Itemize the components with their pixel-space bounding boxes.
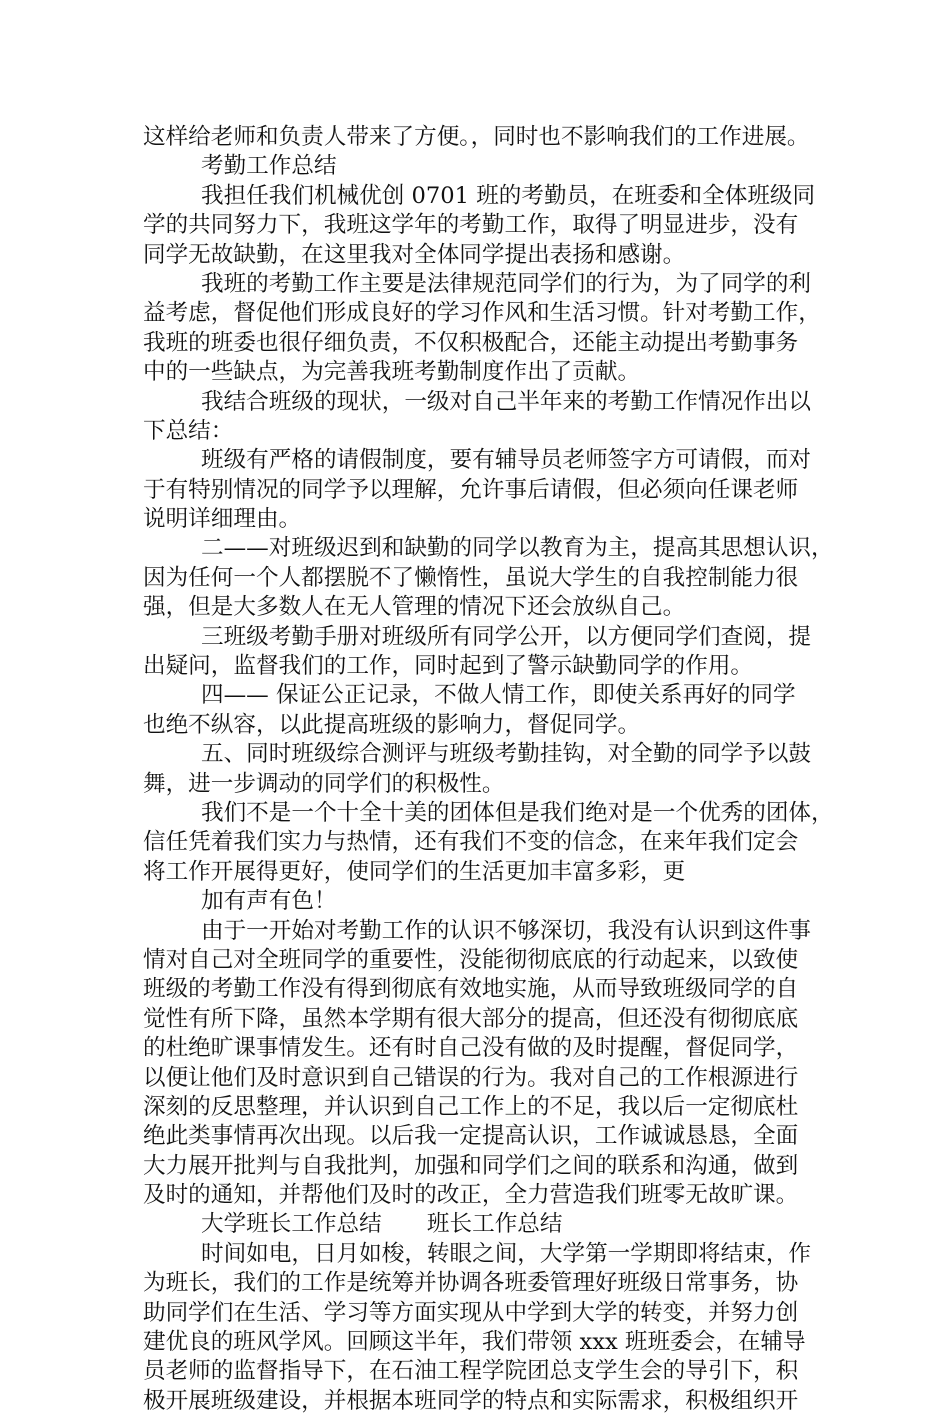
- text-line: 也绝不纵容，以此提高班级的影响力，督促同学。: [143, 711, 641, 738]
- text-line: 班级有严格的请假制度，要有辅导员老师签字方可请假，而对: [201, 447, 812, 474]
- text-line: 班级的考勤工作没有得到彻底有效地实施，从而导致班级同学的自: [143, 976, 799, 1003]
- text-line: 绝此类事情再次出现。以后我一定提高认识，工作诚诚恳恳，全面: [143, 1123, 799, 1150]
- text-line: 四—— 保证公正记录，不做人情工作，即使关系再好的同学: [201, 682, 796, 709]
- text-line: 学的共同努力下，我班这学年的考勤工作，取得了明显进步，没有: [143, 212, 799, 239]
- text-line: 于有特别情况的同学予以理解，允许事后请假，但必须向任课老师: [143, 476, 799, 503]
- text-line: 信任凭着我们实力与热情，还有我们不变的信念，在来年我们定会: [143, 829, 799, 856]
- text-line: 这样给老师和负责人带来了方便。，同时也不影响我们的工作进展。: [143, 124, 810, 150]
- text-line: 加有声有色！: [201, 888, 337, 915]
- text-line: 建优良的班风学风。回顾这半年，我们带领 xxx 班班委会，在辅导: [143, 1329, 806, 1356]
- text-line: 及时的通知，并帮他们及时的改正，全力营造我们班零无故旷课。: [143, 1182, 799, 1209]
- text-line: 考勤工作总结: [201, 153, 337, 180]
- text-line: 下总结：: [143, 417, 234, 444]
- text-line: 五、同时班级综合测评与班级考勤挂钩，对全勤的同学予以鼓: [201, 741, 812, 768]
- text-line: 同学无故缺勤，在这里我对全体同学提出表扬和感谢。: [143, 241, 686, 268]
- text-line: 时间如电，日月如梭，转眼之间，大学第一学期即将结束，作: [201, 1240, 812, 1267]
- text-line: 我结合班级的现状，一级对自己半年来的考勤工作情况作出以: [201, 388, 812, 415]
- text-line: 我们不是一个十全十美的团体但是我们绝对是一个优秀的团体，: [201, 799, 834, 826]
- text-line: 三班级考勤手册对班级所有同学公开，以方便同学们查阅，提: [201, 623, 812, 650]
- text-line: 我班的班委也很仔细负责，不仅积极配合，还能主动提出考勤事务: [143, 329, 799, 356]
- text-line: 将工作开展得更好，使同学们的生活更加丰富多彩，更: [143, 858, 686, 885]
- text-line: 为班长，我们的工作是统筹并协调各班委管理好班级日常事务，协: [143, 1270, 799, 1297]
- text-line: 觉性有所下降，虽然本学期有很大部分的提高，但还没有彻彻底底: [143, 1005, 799, 1032]
- text-line: 员老师的监督指导下，在石油工程学院团总支学生会的导引下，积: [143, 1358, 799, 1385]
- text-line: 大学班长工作总结 班长工作总结: [201, 1211, 563, 1238]
- text-line: 极开展班级建设，并根据本班同学的特点和实际需求，积极组织开: [143, 1387, 799, 1414]
- text-line: 强，但是大多数人在无人管理的情况下还会放纵自己。: [143, 594, 686, 621]
- text-line: 我班的考勤工作主要是法律规范同学们的行为，为了同学的利: [201, 270, 812, 297]
- text-line: 中的一些缺点，为完善我班考勤制度作出了贡献。: [143, 359, 641, 386]
- text-line: 因为任何一个人都摆脱不了懒惰性，虽说大学生的自我控制能力很: [143, 564, 799, 591]
- text-line: 益考虑，督促他们形成良好的学习作风和生活习惯。针对考勤工作，: [143, 300, 821, 327]
- text-line: 出疑问，监督我们的工作，同时起到了警示缺勤同学的作用。: [143, 653, 754, 680]
- text-line: 舞，进一步调动的同学们的积极性。: [143, 770, 505, 797]
- document-body: [143, 123, 833, 1416]
- text-line: 二——对班级迟到和缺勤的同学以教育为主，提高其思想认识，: [201, 535, 834, 562]
- text-line: 我担任我们机械优创 0701 班的考勤员，在班委和全体班级同: [201, 182, 816, 209]
- text-line: 深刻的反思整理，并认识到自己工作上的不足，我以后一定彻底杜: [143, 1093, 799, 1120]
- text-line: 由于一开始对考勤工作的认识不够深切，我没有认识到这件事: [201, 917, 812, 944]
- text-line: 以便让他们及时意识到自己错误的行为。我对自己的工作根源进行: [143, 1064, 799, 1091]
- text-line: 大力展开批判与自我批判，加强和同学们之间的联系和沟通，做到: [143, 1152, 799, 1179]
- text-line: 说明详细理由。: [143, 506, 302, 533]
- text-line: 的杜绝旷课事情发生。还有时自己没有做的及时提醒，督促同学，: [143, 1035, 799, 1062]
- text-line: 助同学们在生活、学习等方面实现从中学到大学的转变，并努力创: [143, 1299, 799, 1326]
- text-line: 情对自己对全班同学的重要性，没能彻彻底底的行动起来，以致使: [143, 946, 799, 973]
